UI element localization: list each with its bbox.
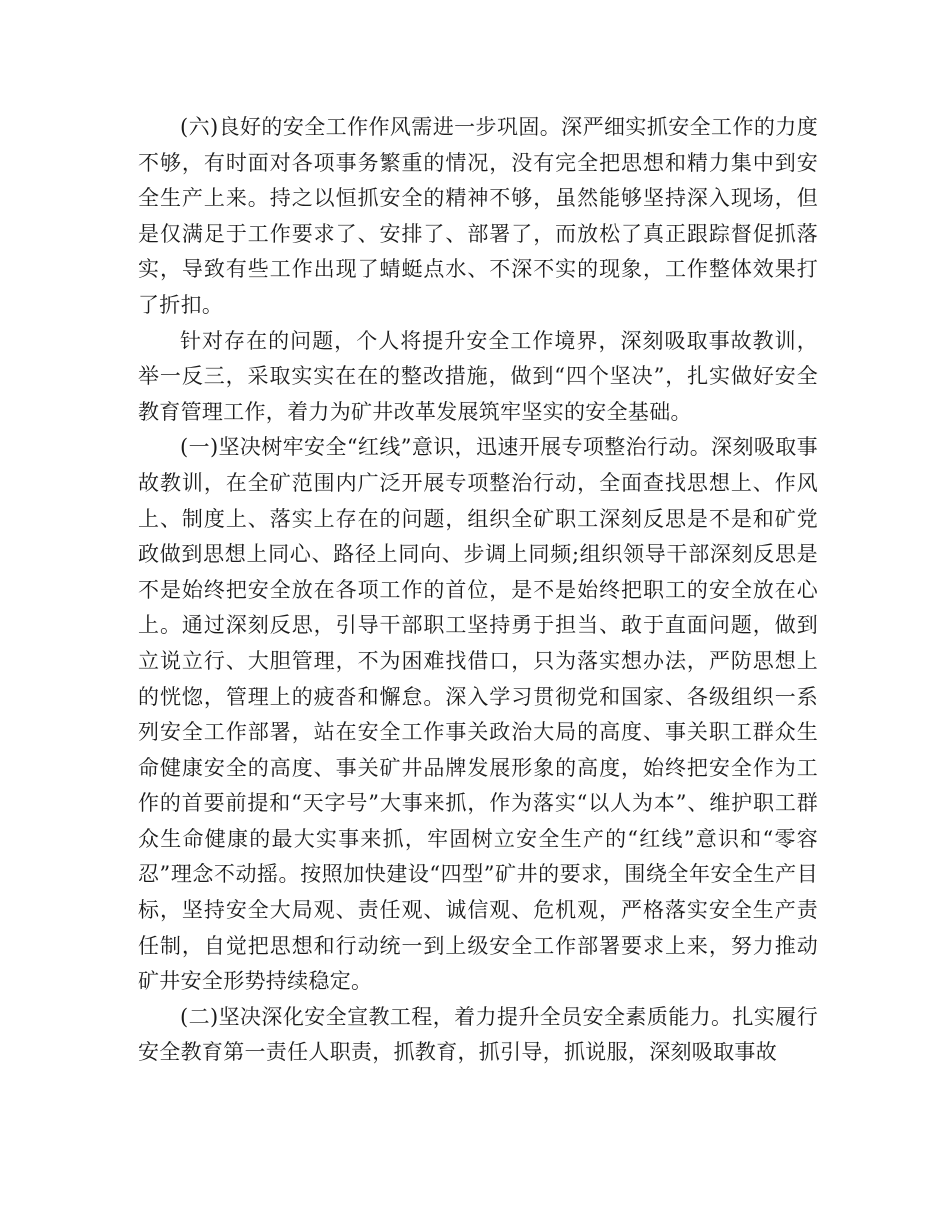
paragraph-safety-education: (二)坚决深化安全宣教工程，着力提升全员安全素质能力。扎实履行安全教育第一责任人职责，抓教育，抓引导，抓说服，深刻吸取事故 bbox=[138, 1004, 818, 1065]
paragraph-red-line-awareness: (一)坚决树牢安全“红线”意识，迅速开展专项整治行动。深刻吸取事故教训，在全矿范围内广泛开展专项整治行动，全面查找思想上、作风上、制度上、落实上存在的问题，组织全矿职工深刻反思是不是和矿党政做到思想上同心、路径上同向、步调上同频;组织领导干部深刻反思是不是始终把安全放在各项工作的首位，是不是始终把职工的安全放在心上。通过深刻反思，引导干部职工坚持勇于担当、敢于直面问题，做到立说立行、大胆管理，不为困难找借口，只为落实想办法，严防思想上的恍惚，管理上的疲沓和懈怠。深入学习贯彻党和国家、各级组织一系列安全工作部署，站在安全工作事关政治大局的高度、事关职工群众生命健康安全的高度、事关矿井品牌发展形象的高度，始终把安全作为工作的首要前提和“天字号”大事来抓，作为落实“以人为本”、维护职工群众生命健康的最大实事来抓，牢固树立安全生产的“红线”意识和“零容忍”理念不动摇。按照加快建设“四型”矿井的要求，围绕全年安全生产目标，坚持安全大局观、责任观、诚信观、危机观，严格落实安全生产责任制，自觉把思想和行动统一到上级安全工作部署要求上来，努力推动矿井安全形势持续稳定。 bbox=[138, 435, 818, 994]
paragraph-work-style: (六)良好的安全工作作风需进一步巩固。深严细实抓安全工作的力度不够，有时面对各项事务繁重的情况，没有完全把思想和精力集中到安全生产上来。持之以恒抓安全的精神不够，虽然能够坚持深入现场，但是仅满足于工作要求了、安排了、部署了，而放松了真正跟踪督促抓落实，导致有些工作出现了蜻蜓点水、不深不实的现象，工作整体效果打了折扣。 bbox=[138, 115, 818, 317]
paragraph-rectification-intro: 针对存在的问题，个人将提升安全工作境界，深刻吸取事故教训，举一反三，采取实实在在的整改措施，做到“四个坚决”，扎实做好安全教育管理工作，着力为矿井改革发展筑牢坚实的安全基础。 bbox=[138, 328, 818, 424]
document-body bbox=[138, 110, 818, 1071]
